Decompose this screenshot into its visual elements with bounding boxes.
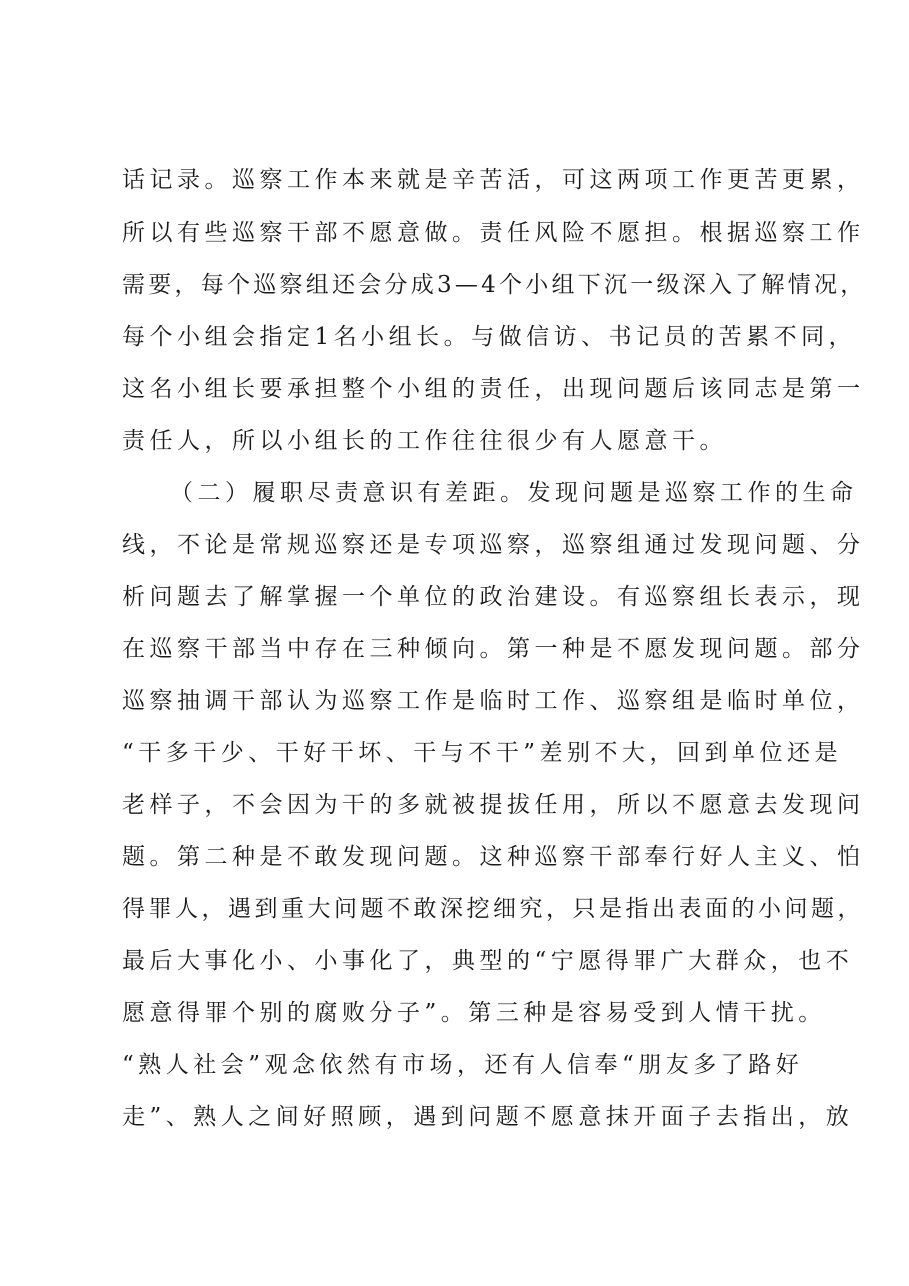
text-line: “熟人社会”观念依然有市场，还有人信奉“朋友多了路好: [122, 1052, 804, 1078]
text-line: 每个小组会指定1名小组长。与做信访、书记员的苦累不同，: [122, 324, 857, 350]
text-line: 老样子，不会因为干的多就被提拔任用，所以不愿意去发现问: [122, 792, 865, 818]
text-line: “干多干少、干好干坏、干与不干”差别不大，回到单位还是: [122, 740, 843, 766]
text-line: 题。第二种是不敢发现问题。这种巡察干部奉行好人主义、怕: [122, 844, 865, 870]
text-line: 析问题去了解掌握一个单位的政治建设。有巡察组长表示，现: [122, 584, 865, 610]
text-line: 线，不论是常规巡察还是专项巡察，巡察组通过发现问题、分: [122, 532, 865, 558]
text-line: 在巡察干部当中存在三种倾向。第一种是不愿发现问题。部分: [122, 636, 865, 662]
text-line: 这名小组长要承担整个小组的责任，出现问题后该同志是第一: [122, 376, 865, 402]
text-line: 得罪人，遇到重大问题不敢深挖细究，只是指出表面的小问题，: [122, 896, 864, 922]
text-line: 巡察抽调干部认为巡察工作是临时工作、巡察组是临时单位，: [122, 688, 865, 714]
section-heading-line: （二）履职尽责意识有差距。发现问题是巡察工作的生命: [170, 480, 858, 506]
text-line: 愿意得罪个别的腐败分子”。第三种是容易受到人情干扰。: [122, 1000, 826, 1026]
text-line: 走”、熟人之间好照顾，遇到问题不愿意抹开面子去指出，放: [122, 1104, 854, 1130]
text-line: 最后大事化小、小事化了，典型的“宁愿得罪广大群众，也不: [122, 948, 854, 974]
text-line: 责任人，所以小组长的工作往往很少有人愿意干。: [122, 428, 727, 454]
text-line: 需要，每个巡察组还会分成3—4个小组下沉一级深入了解情况，: [122, 272, 867, 298]
text-line: 话记录。巡察工作本来就是辛苦活，可这两项工作更苦更累，: [122, 167, 865, 193]
text-line: 所以有些巡察干部不愿意做。责任风险不愿担。根据巡察工作: [122, 220, 865, 246]
